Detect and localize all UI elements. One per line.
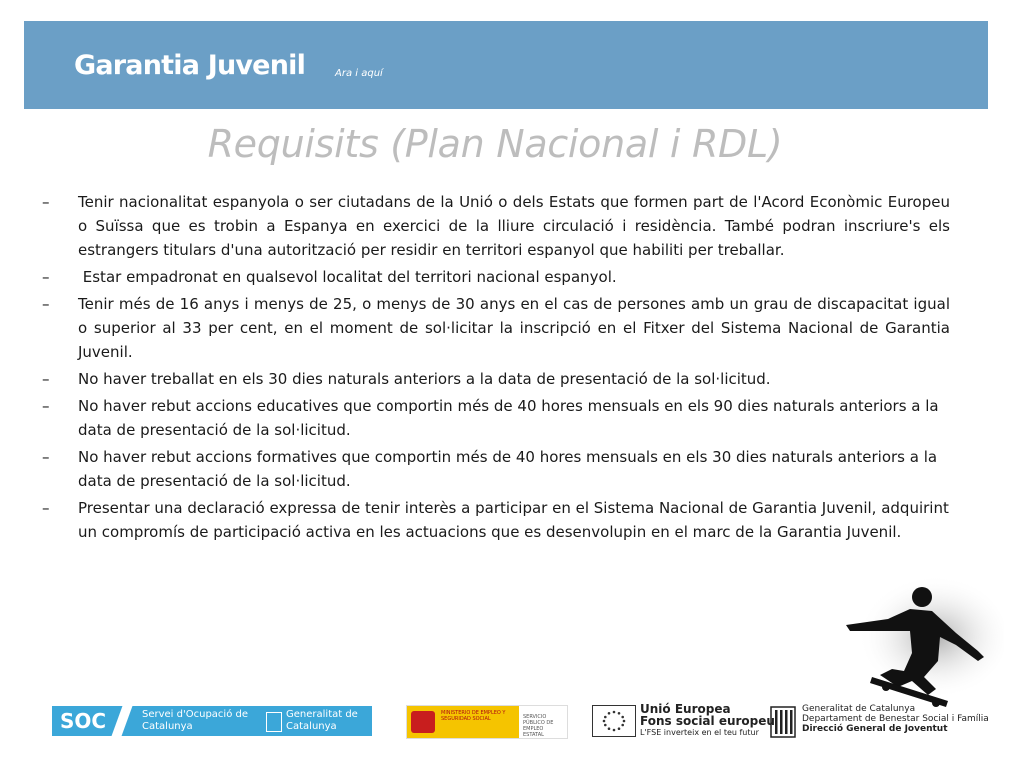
list-item <box>42 394 950 442</box>
skateboarder-silhouette-image <box>828 575 1004 710</box>
service-name: SERVICIO PÚBLICO DE EMPLEO ESTATAL <box>523 714 554 738</box>
gencat-logo-text <box>802 704 989 734</box>
list-item-text: Tenir més de 16 anys i menys de 25, o menys de 30 anys en el cas de persones amb un grau de discapacitat igual o superior al 33 per cent, en el moment de sol·licitar la inscripció en el Fitxer del Sistema Nacional de Garantia Juvenil. <box>78 295 950 361</box>
eu-line2: Fons social europeu <box>640 714 775 728</box>
soc-gov: Generalitat de Catalunya <box>286 709 358 732</box>
gencat-line2: Departament de Benestar Social i Família <box>802 714 989 724</box>
list-item <box>42 190 950 262</box>
list-item <box>42 496 950 544</box>
list-item <box>42 367 950 391</box>
bullet-dash: – <box>42 397 50 415</box>
list-item-text: No haver rebut accions educatives que comportin més de 40 hores mensuals en els 90 dies naturals anteriors a la data de presentació de la sol·licitud. <box>78 397 939 439</box>
spain-crest-icon <box>411 711 435 733</box>
requirements-list <box>42 190 950 547</box>
footer-logos <box>0 700 1024 750</box>
list-item-text: No haver rebut accions formatives que comportin més de 40 hores mensuals en els 30 dies naturals anteriors a la data de presentació de la sol·licitud. <box>78 448 938 490</box>
gencat-line1: Generalitat de Catalunya <box>802 704 916 714</box>
eu-line1: Unió Europea <box>640 702 731 716</box>
list-item-text: No haver treballat en els 30 dies naturals anteriors a la data de presentació de la sol·licitud. <box>78 370 771 388</box>
ministry-name: MINISTERIO DE EMPLEO Y SEGURIDAD SOCIAL <box>441 710 506 722</box>
list-item-text: Tenir nacionalitat espanyola o ser ciutadans de la Unió o dels Estats que formen part de l'Acord Econòmic Europeu o Suïssa que es trobin a Espanya en exercici de la lliure circulació i residència. També podran inscriure's els estrangers titulars d'una autorització per residir en territori espanyol que habiliti per treballar. <box>78 193 950 259</box>
list-item-text: Presentar una declaració expressa de tenir interès a participar en el Sistema Nacional de Garantia Juvenil, adquirint un compromís de participació activa en les actuacions que es desenvolupin en el marc de la Garantia Juvenil. <box>78 499 949 541</box>
bullet-dash: – <box>42 268 50 286</box>
eu-line3: L'FSE inverteix en el teu futur <box>640 728 759 737</box>
bullet-dash: – <box>42 499 50 517</box>
bullet-dash: – <box>42 448 50 466</box>
spain-ministry-logo <box>406 705 568 739</box>
brand-tagline: Ara i aquí <box>335 68 383 79</box>
list-item-text: Estar empadronat en qualsevol localitat del territori nacional espanyol. <box>78 268 617 286</box>
bullet-dash: – <box>42 295 50 313</box>
gencat-emblem-icon <box>266 712 282 732</box>
soc-logo <box>52 706 372 736</box>
eu-logo-text <box>640 703 775 739</box>
list-item <box>42 445 950 493</box>
bullet-dash: – <box>42 370 50 388</box>
gencat-stripes-icon <box>770 706 796 738</box>
bullet-dash: – <box>42 193 50 211</box>
soc-slash-mark <box>112 706 133 736</box>
soc-abbr: SOC <box>60 709 107 733</box>
slide-title: Requisits (Plan Nacional i RDL) <box>207 122 783 166</box>
eu-stars-icon <box>592 705 636 737</box>
list-item <box>42 265 950 289</box>
soc-name: Servei d'Ocupació de Catalunya <box>142 709 248 732</box>
brand-title: Garantia Juvenil <box>74 50 306 81</box>
list-item <box>42 292 950 364</box>
gencat-line3: Direcció General de Joventut <box>802 724 948 734</box>
